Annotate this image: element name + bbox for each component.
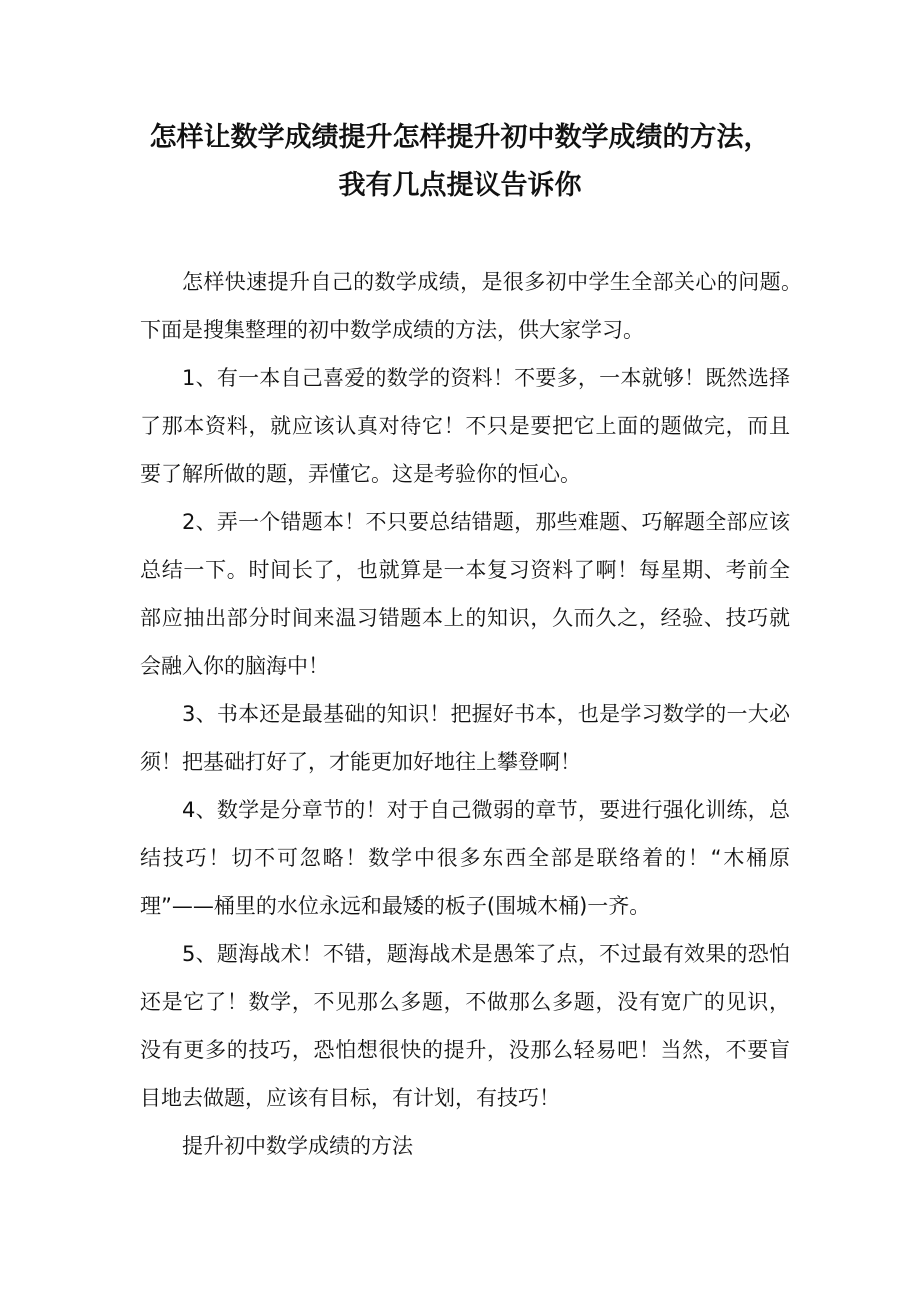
- tip-paragraph-4: 4、数学是分章节的！对于自己微弱的章节，要进行强化训练，总结技巧！切不可忽略！数学中很多东西全部是联络着的！“木桶原理”——桶里的水位永远和最矮的板子(围城木桶)一齐。: [140, 798, 790, 918]
- document-title-line2: 我有几点提议告诉你: [338, 170, 582, 201]
- tip-paragraph-3: 3、书本还是最基础的知识！把握好书本，也是学习数学的一大必须！把基础打好了，才能更加好地往上攀登啊！: [140, 702, 790, 774]
- tip-paragraph-1: 1、有一本自己喜爱的数学的资料！不要多，一本就够！既然选择了那本资料，就应该认真对待它！不只是要把它上面的题做完，而且要了解所做的题，弄懂它。这是考验你的恒心。: [140, 366, 790, 486]
- section-heading: 提升初中数学成绩的方法: [182, 1134, 413, 1158]
- intro-paragraph: 怎样快速提升自己的数学成绩，是很多初中学生全部关心的问题。下面是搜集整理的初中数学成绩的方法，供大家学习。: [140, 270, 802, 342]
- document-body: [140, 258, 802, 1170]
- tip-paragraph-5: 5、题海战术！不错，题海战术是愚笨了点，不过最有效果的恐怕还是它了！数学，不见那么多题，不做那么多题，没有宽广的见识，没有更多的技巧，恐怕想很快的提升，没那么轻易吧！当然，不要盲目地去做题，应该有目标，有计划，有技巧！: [140, 942, 790, 1110]
- tip-paragraph-2: 2、弄一个错题本！不只要总结错题，那些难题、巧解题全部应该总结一下。时间长了，也就算是一本复习资料了啊！每星期、考前全部应抽出部分时间来温习错题本上的知识，久而久之，经验、技巧就会融入你的脑海中！: [140, 510, 790, 678]
- document-title-line1: 怎样让数学成绩提升怎样提升初中数学成绩的方法，: [149, 122, 771, 153]
